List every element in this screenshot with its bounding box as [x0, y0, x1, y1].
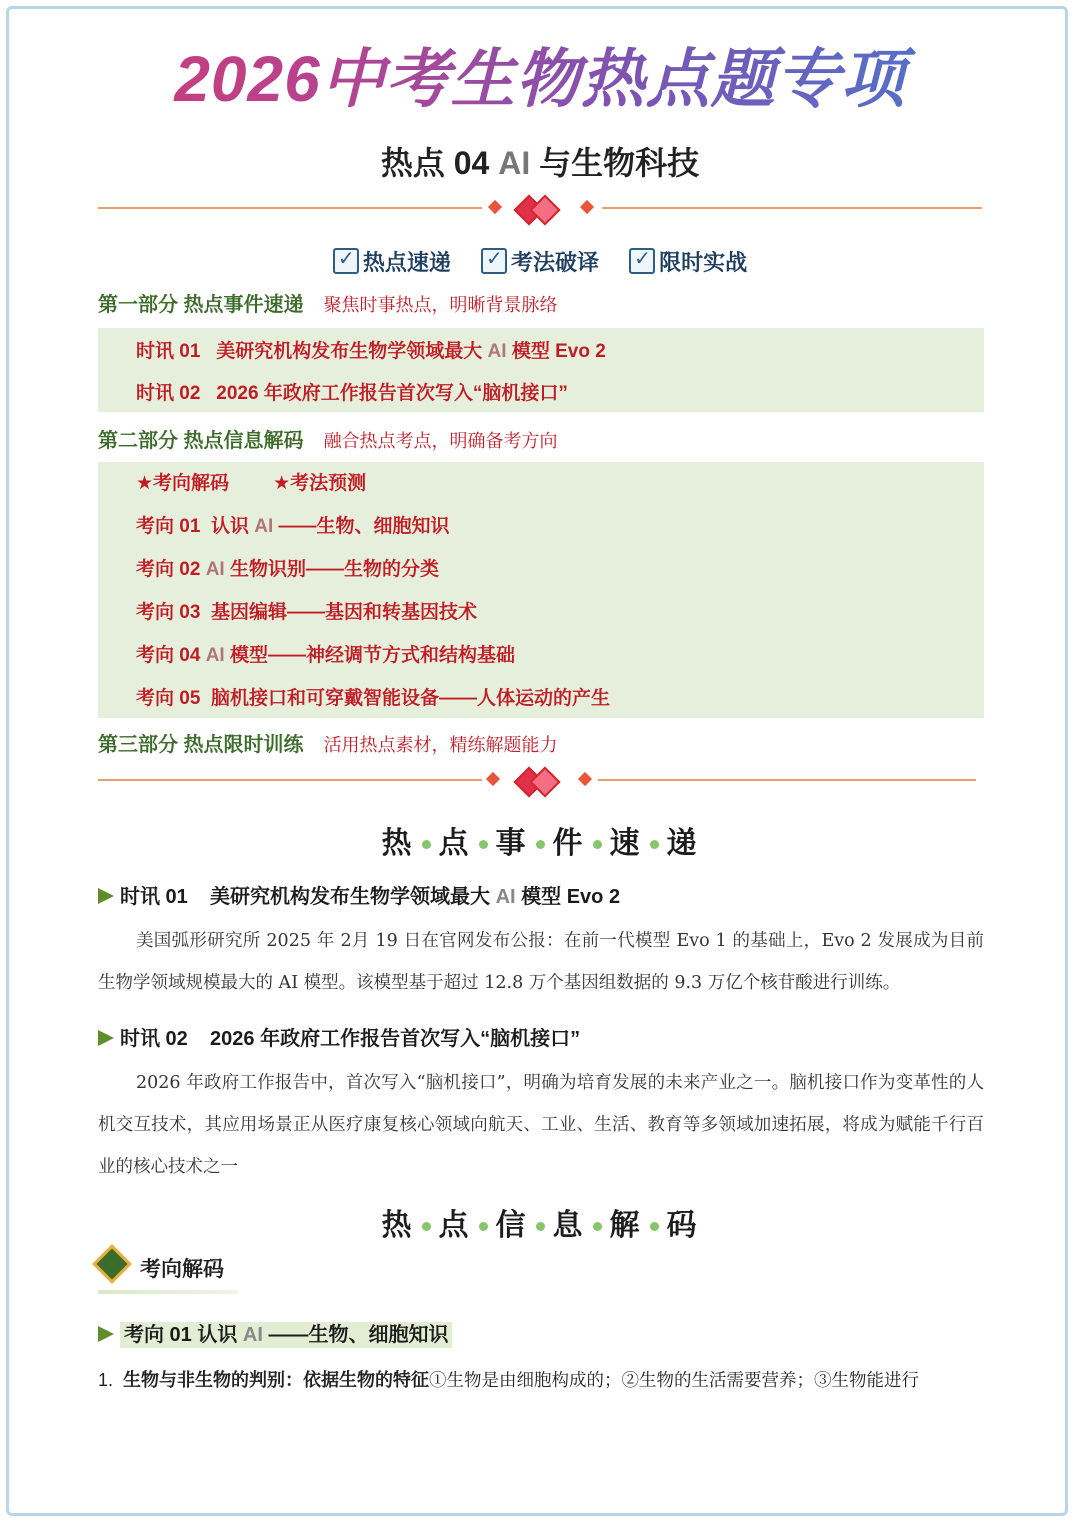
part1-box: [98, 328, 984, 412]
triangle-bullet-icon: [98, 1326, 114, 1342]
tab-timed-practice[interactable]: ✓ 限时实战: [629, 246, 747, 277]
checkbox-icon: [629, 248, 655, 274]
tabs-row: [0, 246, 1080, 277]
ornament-divider: [98, 770, 982, 790]
news-heading-1: 时讯 01 美研究机构发布生物学领域最大 AI 模型 Evo 2: [98, 880, 620, 909]
subtitle: 热点 04 AI 与生物科技: [380, 145, 700, 181]
part2-item-4[interactable]: 考向 04 AI 模型——神经调节方式和结构基础: [136, 645, 515, 666]
diamond-icon: [92, 1244, 132, 1284]
heading-underline: [98, 1290, 238, 1294]
banner-title: 2026中考生物热点题专项: [0, 28, 1080, 120]
tab-exam-decode[interactable]: ✓ 考法破译: [481, 246, 599, 277]
part1-item-2[interactable]: 时讯 02 2026 年政府工作报告首次写入“脑机接口”: [136, 383, 568, 404]
part2-item-2[interactable]: 考向 02 AI 生物识别——生物的分类: [136, 559, 439, 580]
section-title-hot-news: 热 点 事 件 速 递: [381, 827, 699, 860]
part2-item-5[interactable]: 考向 05 脑机接口和可穿戴智能设备——人体运动的产生: [136, 688, 610, 709]
part2-stars: ★考向解码 ★考法预测: [136, 473, 367, 494]
point-1: 1. 生物与非生物的判别：依据生物的特征①生物是由细胞构成的；②生物的生活需要营养；③生物能进行: [98, 1370, 920, 1391]
part1-heading: 第一部分 热点事件速递 聚焦时事热点，明晰背景脉络: [98, 294, 558, 316]
kx-item-1-heading: 考向 01 认识 AI ——生物、细胞知识: [98, 1318, 452, 1347]
part2-item-3[interactable]: 考向 03 基因编辑——基因和转基因技术: [136, 602, 477, 623]
checkbox-icon: [481, 248, 507, 274]
news-heading-2: 时讯 02 2026 年政府工作报告首次写入“脑机接口”: [98, 1022, 580, 1051]
part3-heading: 第三部分 热点限时训练 活用热点素材，精练解题能力: [98, 734, 558, 756]
kx-decode-heading: 考向解码: [98, 1250, 224, 1283]
ornament-divider: [98, 198, 982, 218]
star-icon: ★: [273, 473, 291, 494]
part1-item-1[interactable]: 时讯 01 美研究机构发布生物学领域最大 AI 模型 Evo 2: [136, 341, 606, 362]
star-icon: ★: [136, 473, 154, 494]
news-body-2: 2026 年政府工作报告中，首次写入“脑机接口”，明确为培育发展的未来产业之一。脑机接口作为变革性的人机交互技术，其应用场景正从医疗康复核心领域向航天、工业、生活、教育等多领域加速拓展，将成为赋能千行百业的核心技术之一: [98, 1073, 984, 1177]
checkbox-icon: [333, 248, 359, 274]
triangle-bullet-icon: [98, 888, 114, 904]
part2-box: [98, 462, 984, 718]
part2-item-1[interactable]: 考向 01 认识 AI ——生物、细胞知识: [136, 516, 450, 537]
triangle-bullet-icon: [98, 1030, 114, 1046]
part2-heading: 第二部分 热点信息解码 融合热点考点，明确备考方向: [98, 430, 558, 452]
tab-hot-news[interactable]: ✓热点速递: [333, 246, 451, 277]
news-body-1: 美国弧形研究所 2025 年 2月 19 日在官网发布公报：在前一代模型 Evo 1 的基础上，Evo 2 发展成为目前生物学领域规模最大的 AI 模型。该模型基于超过 12.8 万个基因组数据的 9.3 万亿个核苷酸进行训练。: [98, 931, 984, 993]
section-title-info-decode: 热 点 信 息 解 码: [381, 1209, 699, 1242]
